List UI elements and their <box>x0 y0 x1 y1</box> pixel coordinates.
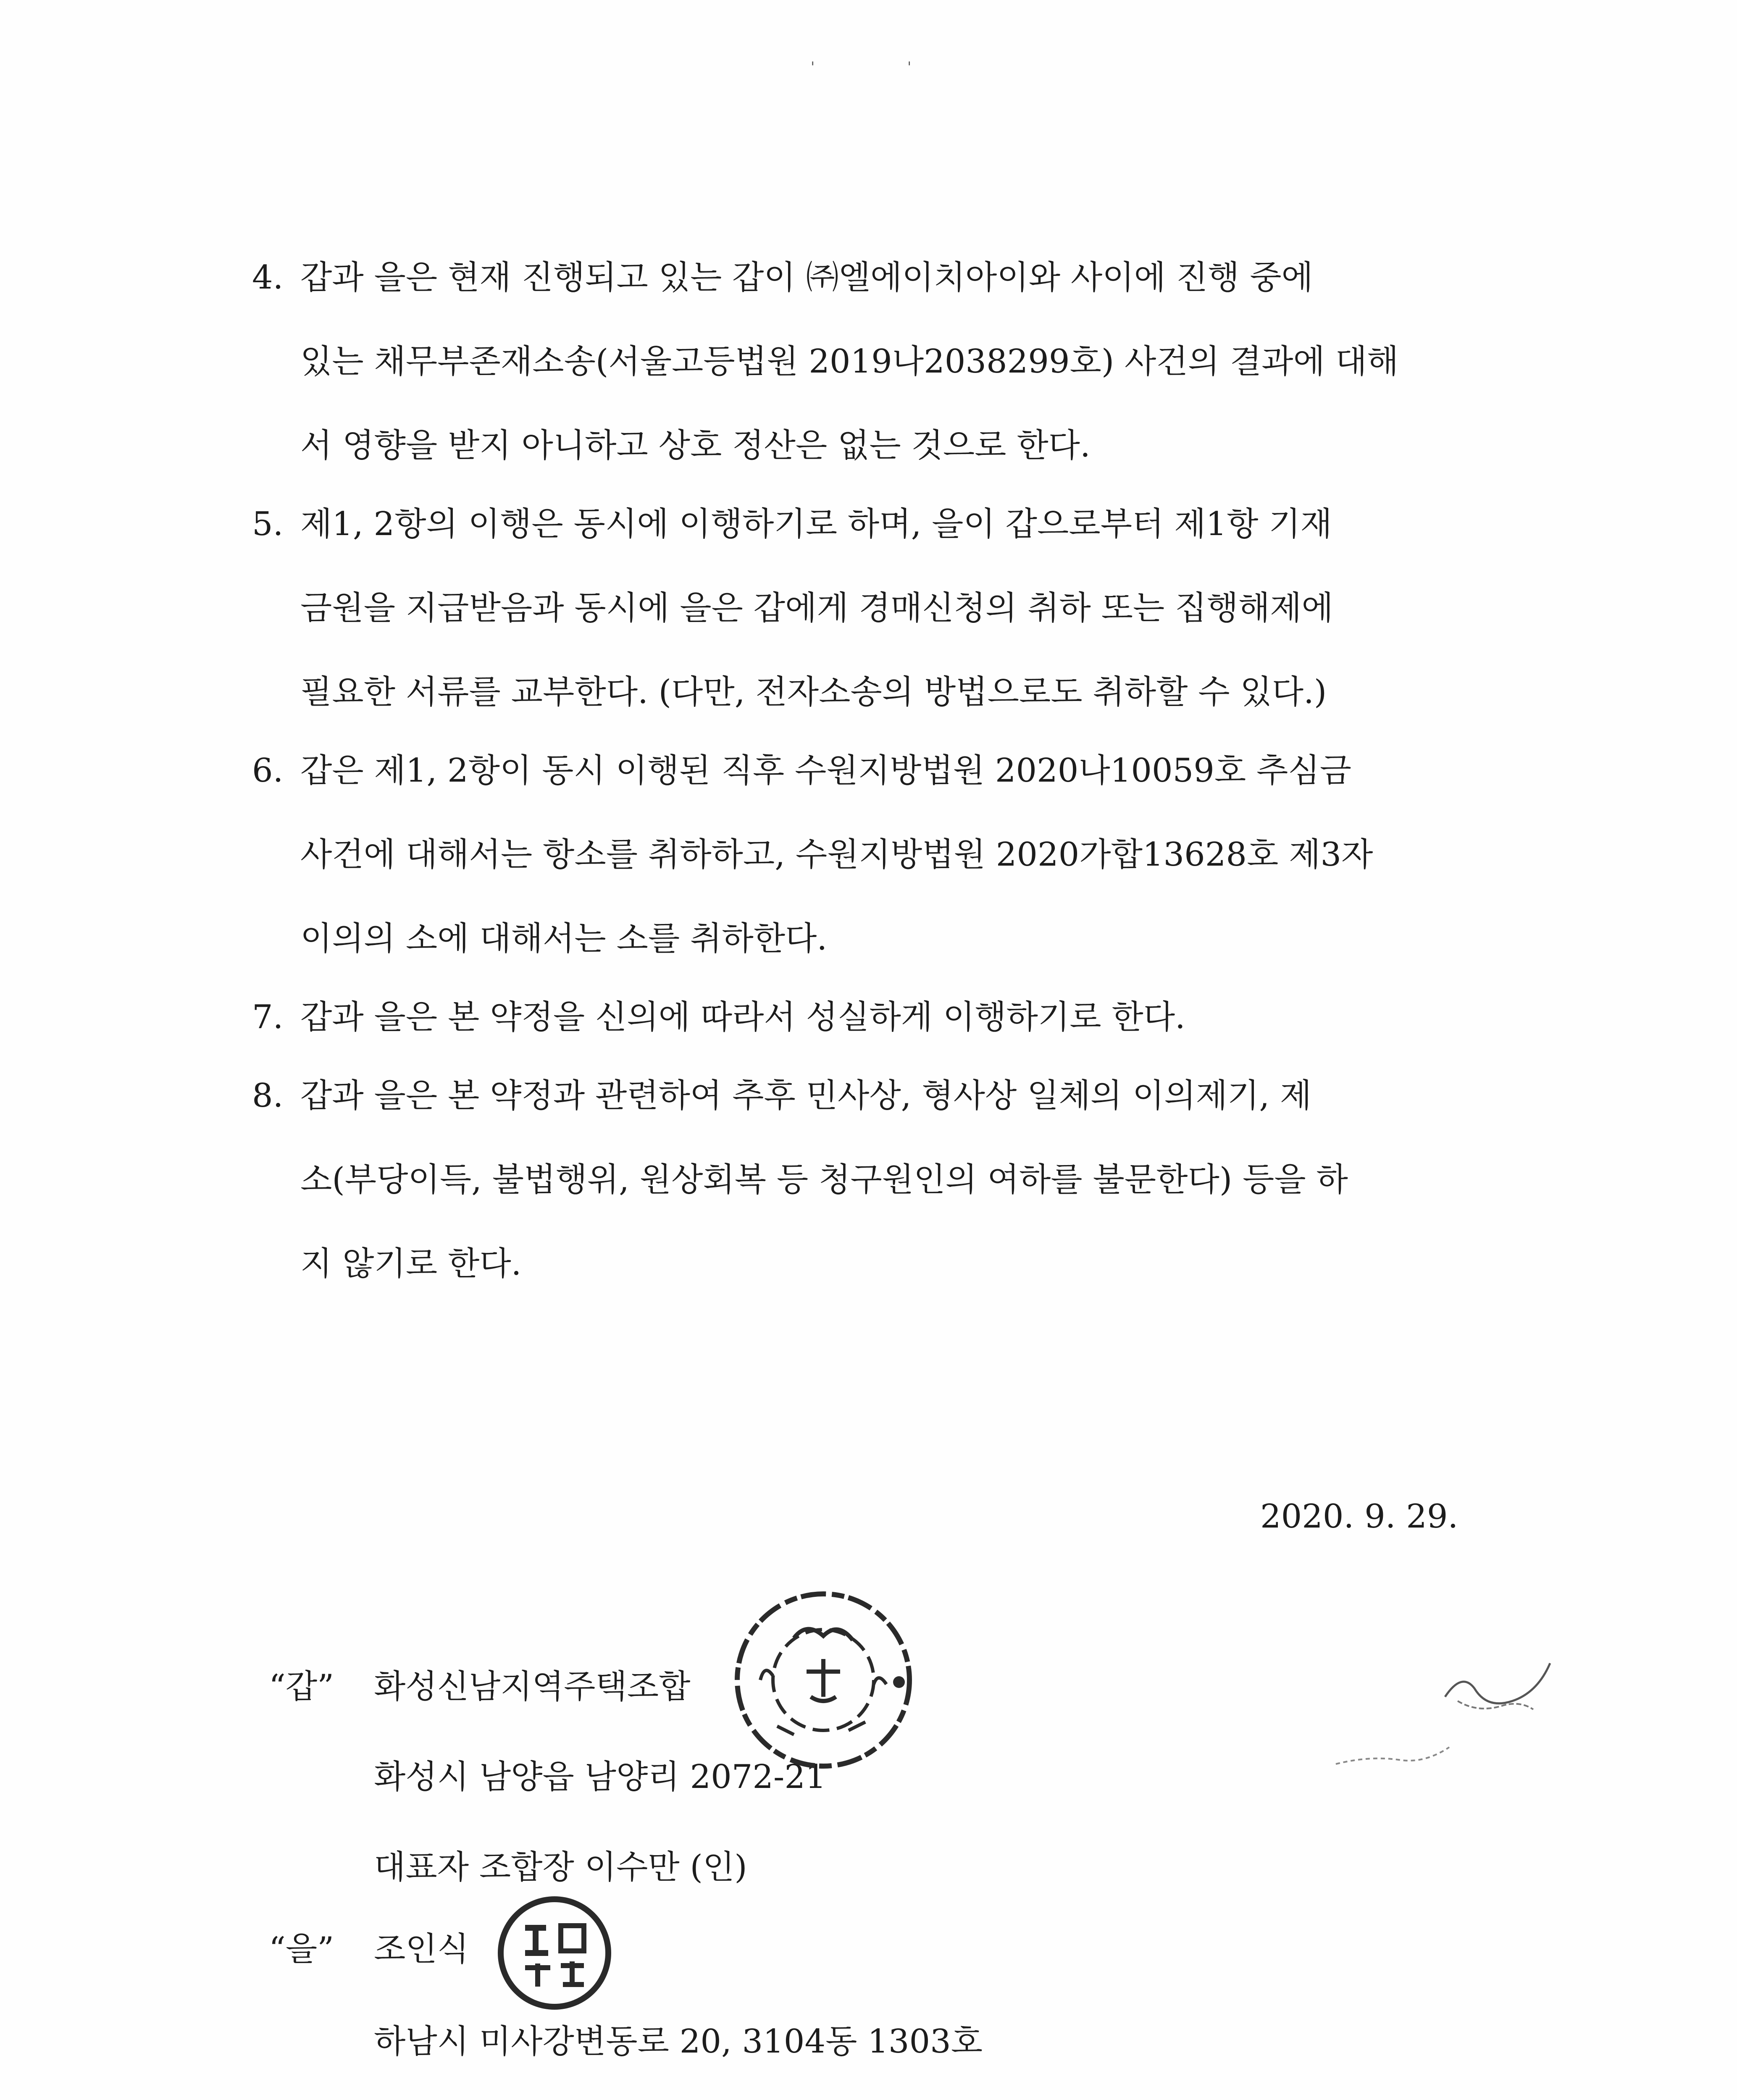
clause-number: 6. <box>252 752 284 790</box>
clause-line: 있는 채무부존재소송(서울고등법원 2019나2038299호) 사건의 결과에 대해 <box>300 343 1399 381</box>
handwritten-signature <box>1319 1638 1579 1798</box>
clause-number: 8. <box>252 1077 284 1115</box>
party-b-name: 조인식 <box>374 1930 469 1968</box>
agreement-date: 2020. 9. 29. <box>1260 1498 1458 1536</box>
clause-line: 제1, 2항의 이행은 동시에 이행하기로 하며, 을이 갑으로부터 제1항 기재 <box>300 505 1332 543</box>
clause-number: 5. <box>252 505 284 543</box>
party-a-tag: “갑” <box>269 1668 334 1706</box>
party-b-address: 하남시 미사강변동로 20, 3104동 1303호 <box>374 2023 983 2061</box>
clause-number: 7. <box>252 998 284 1036</box>
clause-7 <box>252 996 1512 1039</box>
clause-line: 소(부당이득, 불법행위, 원상회복 등 청구원인의 여하를 불문한다) 등을 하 <box>300 1161 1348 1199</box>
party-a-representative: 대표자 조합장 이수만 (인) <box>374 1848 747 1886</box>
scan-speck: ' <box>907 59 912 76</box>
clause-6 <box>252 749 1512 960</box>
personal-seal-stamp <box>496 1894 613 2012</box>
scan-speck: ' <box>811 59 815 76</box>
clause-5 <box>252 503 1512 714</box>
clause-line: 지 않기로 한다. <box>300 1245 522 1283</box>
clause-line: 사건에 대해서는 항소를 취하하고, 수원지방법원 2020가합13628호 제3자 <box>300 836 1373 874</box>
clause-list <box>252 256 1512 1321</box>
clause-number: 4. <box>252 259 284 297</box>
party-b-tag: “을” <box>269 1930 334 1968</box>
clause-line: 갑은 제1, 2항이 동시 이행된 직후 수원지방법원 2020나10059호 추심금 <box>300 752 1352 790</box>
clause-line: 갑과 을은 현재 진행되고 있는 갑이 ㈜엘에이치아이와 사이에 진행 중에 <box>300 259 1313 297</box>
party-a-name: 화성신남지역주택조합 <box>374 1668 691 1706</box>
party-a-address: 화성시 남양읍 남양리 2072-21 <box>374 1758 826 1796</box>
clause-line: 필요한 서류를 교부한다. (다만, 전자소송의 방법으로도 취하할 수 있다.) <box>300 673 1327 711</box>
clause-line: 서 영향을 받지 아니하고 상호 정산은 없는 것으로 한다. <box>300 427 1091 465</box>
clause-line: 이의의 소에 대해서는 소를 취하한다. <box>300 920 828 958</box>
clause-4 <box>252 256 1512 467</box>
corporate-seal-stamp <box>731 1588 916 1772</box>
clause-line: 갑과 을은 본 약정과 관련하여 추후 민사상, 형사상 일체의 이의제기, 제 <box>300 1077 1312 1115</box>
clause-8 <box>252 1074 1512 1285</box>
clause-line: 금원을 지급받음과 동시에 을은 갑에게 경매신청의 취하 또는 집행해제에 <box>300 589 1333 627</box>
clause-line: 갑과 을은 본 약정을 신의에 따라서 성실하게 이행하기로 한다. <box>300 998 1185 1036</box>
